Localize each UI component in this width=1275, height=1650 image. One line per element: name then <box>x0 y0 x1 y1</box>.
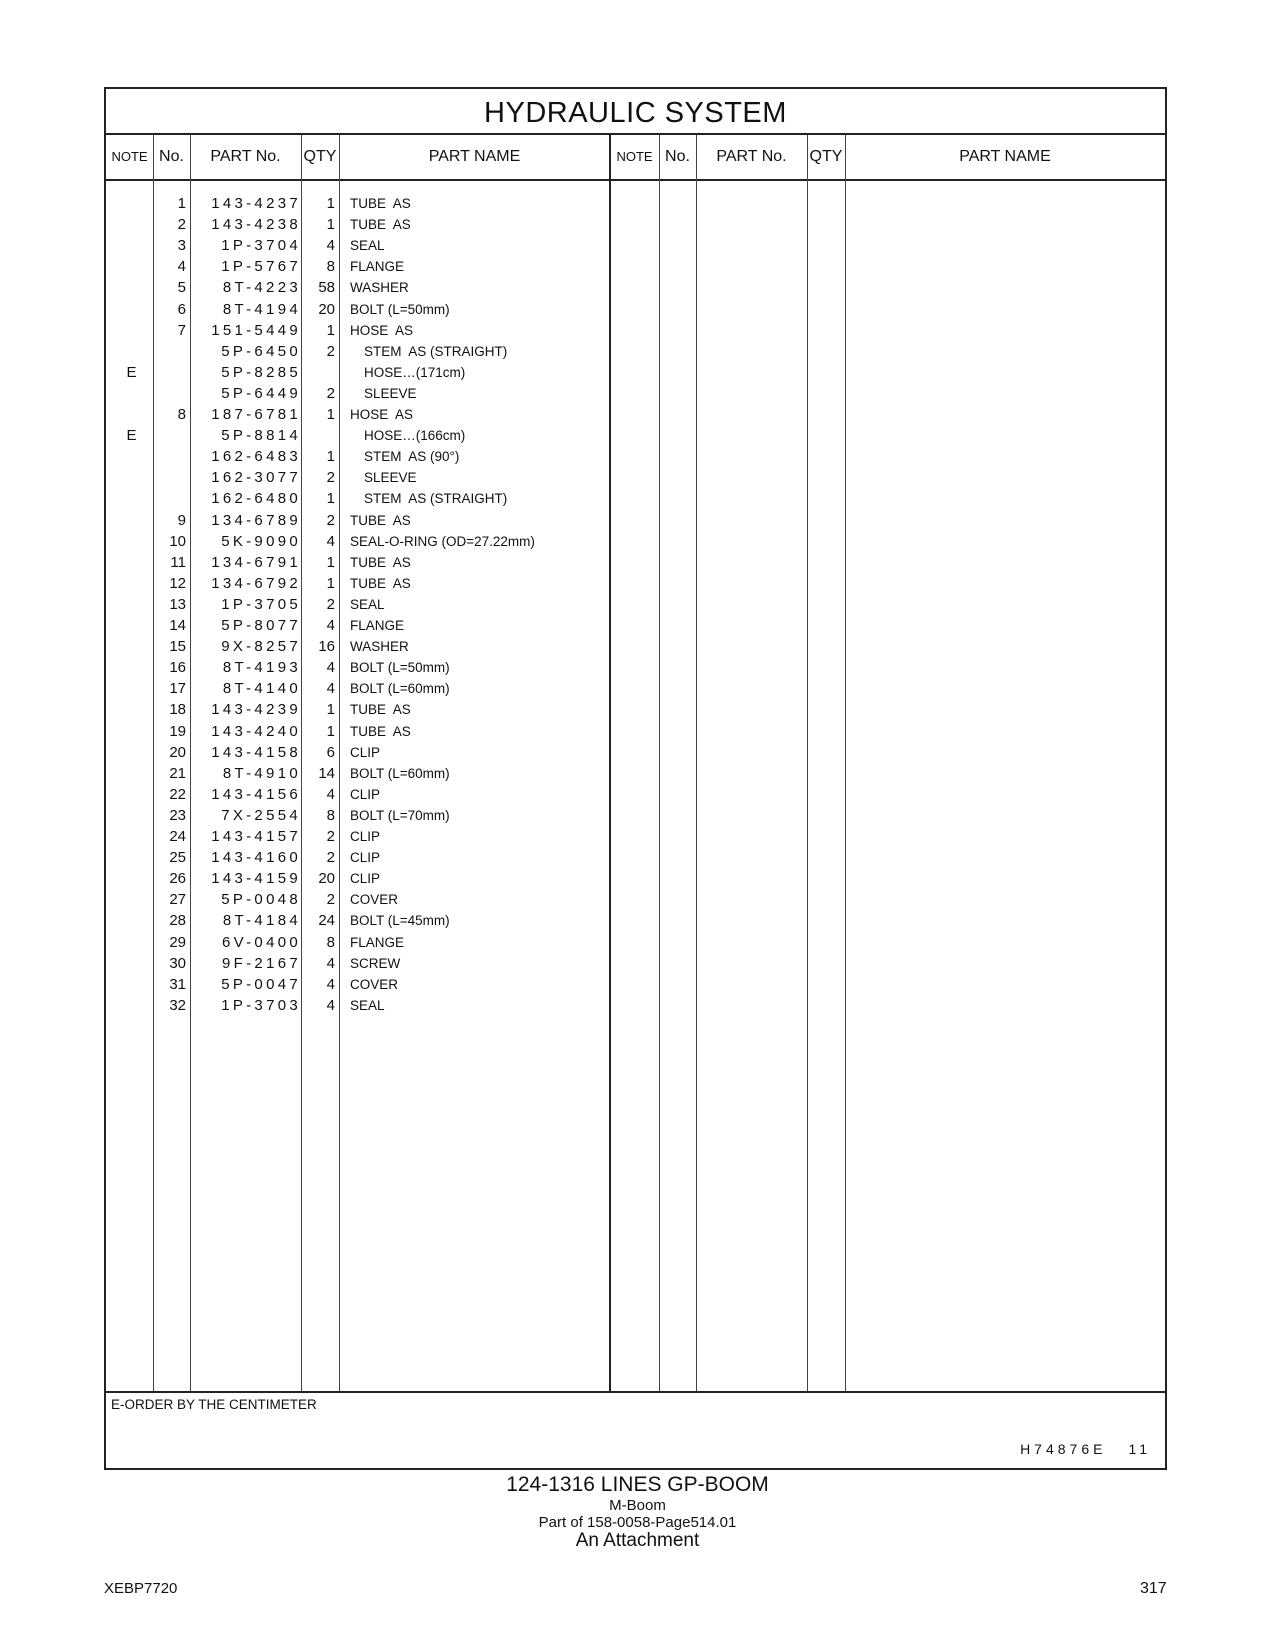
quantity-cell: 1 <box>326 701 335 719</box>
item-number-cell <box>157 488 186 510</box>
part-name-cell: BOLT (L=60mm) <box>350 681 450 697</box>
table-row <box>106 615 1165 637</box>
header-note-right: NOTE <box>616 149 653 164</box>
quantity-cell: 4 <box>326 532 335 550</box>
part-number-cell: 5P-8077 <box>221 617 301 634</box>
part-number-cell: 1P-3705 <box>221 595 301 613</box>
quantity-cell: 24 <box>318 912 335 930</box>
part-name-cell: WASHER <box>350 639 409 655</box>
part-number-cell: 8T-4140 <box>222 680 301 698</box>
table-row <box>106 446 1165 468</box>
quantity-cell: 2 <box>326 342 335 360</box>
part-name-cell: WASHER <box>350 280 409 296</box>
header-qty: QTY <box>303 148 337 165</box>
item-number-cell: 6 <box>177 300 186 318</box>
item-number-cell: 23 <box>169 806 186 824</box>
part-number-cell: 143-4157 <box>211 828 301 845</box>
item-number-cell: 32 <box>169 996 186 1014</box>
quantity-cell: 1 <box>326 321 335 339</box>
note-cell <box>106 573 157 595</box>
part-name-cell: SEAL <box>350 997 385 1013</box>
note-cell <box>106 214 157 236</box>
part-number-cell: 143-4240 <box>211 722 301 740</box>
part-name-cell: HOSE AS <box>350 322 414 338</box>
part-number-cell: 151-5449 <box>211 321 301 339</box>
note-cell <box>106 320 157 342</box>
quantity-cell: 4 <box>326 680 335 698</box>
illustration-reference <box>1020 1441 1151 1457</box>
item-number-cell: 5 <box>177 279 186 297</box>
quantity-cell: 1 <box>326 195 335 212</box>
table-row <box>106 383 1165 405</box>
quantity-cell: 16 <box>318 638 335 656</box>
quantity-cell: 4 <box>326 785 335 803</box>
table-row <box>106 932 1165 954</box>
note-cell <box>106 594 157 616</box>
caption-model: M-Boom <box>609 1497 666 1514</box>
table-row <box>106 657 1165 679</box>
table-row <box>106 488 1165 510</box>
table-row <box>106 636 1165 658</box>
table-row <box>106 721 1165 743</box>
table-row <box>106 889 1165 911</box>
note-cell <box>106 467 157 489</box>
item-number-cell: 11 <box>170 553 186 571</box>
part-number-cell: 5P-0047 <box>221 975 301 993</box>
part-number-cell: 5P-6450 <box>221 342 301 360</box>
quantity-cell: 20 <box>318 870 335 888</box>
part-number-cell: 8T-4184 <box>222 912 301 930</box>
header-part-no: PART No. <box>210 148 281 165</box>
quantity-cell: 2 <box>326 849 335 867</box>
item-number-cell <box>157 425 186 447</box>
table-row <box>106 699 1165 721</box>
quantity-cell: 20 <box>318 300 335 318</box>
table-row <box>106 805 1165 827</box>
part-name-cell: SLEEVE <box>364 470 417 486</box>
note-cell <box>106 932 157 954</box>
note-cell <box>106 953 157 975</box>
quantity-cell: 2 <box>326 595 335 613</box>
part-name-cell: HOSE…(166cm) <box>364 428 466 444</box>
quantity-cell <box>304 425 335 447</box>
note-cell <box>106 847 157 869</box>
quantity-cell <box>304 362 335 384</box>
note-cell <box>106 974 157 996</box>
part-number-cell: 143-4156 <box>211 785 301 803</box>
part-number-cell: 134-6791 <box>211 553 301 571</box>
note-cell <box>106 995 157 1017</box>
item-number-cell: 16 <box>169 659 186 677</box>
part-number-cell: 8T-4194 <box>222 300 301 318</box>
part-number-cell: 5P-0048 <box>221 891 301 909</box>
part-name-cell: SEAL <box>350 238 385 254</box>
part-name-cell: COVER <box>350 892 399 908</box>
item-number-cell: 17 <box>169 680 186 698</box>
part-name-cell: SCREW <box>350 955 401 971</box>
table-row <box>106 425 1165 447</box>
table-row <box>106 235 1165 257</box>
part-name-cell: FLANGE <box>350 259 405 275</box>
note-cell: E <box>126 363 137 381</box>
note-cell <box>106 404 157 426</box>
table-row <box>106 341 1165 363</box>
table-row <box>106 299 1165 321</box>
part-name-cell: TUBE AS <box>350 723 411 739</box>
part-number-cell: 143-4237 <box>211 195 301 212</box>
note-cell <box>106 446 157 468</box>
part-name-cell: FLANGE <box>350 618 405 633</box>
caption-attachment: An Attachment <box>575 1530 700 1551</box>
table-row <box>106 214 1165 236</box>
part-name-cell: BOLT (L=60mm) <box>350 765 450 781</box>
note-cell <box>106 742 157 764</box>
header-part-name-right: PART NAME <box>959 148 1051 165</box>
table-row <box>106 277 1165 299</box>
caption-part-of: Part of 158-0058-Page514.01 <box>538 1514 737 1531</box>
header-note: NOTE <box>111 149 148 164</box>
part-number-cell: 134-6792 <box>211 574 301 592</box>
part-name-cell: TUBE AS <box>350 196 411 211</box>
item-number-cell: 10 <box>169 532 186 550</box>
item-number-cell: 9 <box>177 511 186 529</box>
table-row <box>106 531 1165 553</box>
note-cell <box>106 277 157 299</box>
table-row <box>106 995 1165 1017</box>
note-cell <box>106 784 157 806</box>
table-row <box>106 320 1165 342</box>
part-number-cell: 162-6480 <box>211 490 301 508</box>
note-cell <box>106 341 157 363</box>
part-number-cell: 6V-0400 <box>222 933 301 951</box>
quantity-cell: 8 <box>326 258 335 276</box>
item-number-cell: 29 <box>169 933 186 951</box>
table-row <box>106 678 1165 700</box>
part-number-cell: 1P-3704 <box>221 237 301 255</box>
item-number-cell: 20 <box>169 743 186 761</box>
note-cell <box>106 552 157 574</box>
part-number-cell: 162-3077 <box>211 469 301 487</box>
part-name-cell: CLIP <box>350 850 381 866</box>
part-number-cell: 8T-4910 <box>222 764 301 782</box>
part-name-cell: FLANGE <box>350 934 405 950</box>
table-row <box>106 763 1165 785</box>
part-number-cell: 1P-3703 <box>221 996 301 1014</box>
item-number-cell: 13 <box>169 595 186 613</box>
item-number-cell: 27 <box>169 891 186 909</box>
part-name-cell: STEM AS (90°) <box>364 449 460 465</box>
item-number-cell <box>157 446 186 468</box>
illustration-page: 11 <box>1128 1441 1151 1457</box>
table-row <box>106 552 1165 574</box>
note-cell <box>106 531 157 553</box>
quantity-cell: 1 <box>326 722 335 740</box>
quantity-cell: 1 <box>326 574 335 592</box>
table-row <box>106 256 1165 278</box>
part-number-cell: 8T-4223 <box>222 279 301 297</box>
table-row <box>106 910 1165 932</box>
quantity-cell: 4 <box>326 617 335 634</box>
part-number-cell: 143-4160 <box>211 849 301 867</box>
item-number-cell <box>157 467 186 489</box>
quantity-cell: 4 <box>326 659 335 677</box>
item-number-cell <box>157 362 186 384</box>
part-name-cell: TUBE AS <box>350 217 411 233</box>
item-number-cell: 31 <box>169 975 186 993</box>
item-number-cell: 30 <box>169 954 186 972</box>
item-number-cell <box>157 383 186 405</box>
part-name-cell: SEAL-O-RING (OD=27.22mm) <box>350 533 535 549</box>
table-row <box>106 974 1165 996</box>
part-number-cell: 187-6781 <box>211 406 301 423</box>
quantity-cell: 6 <box>326 743 335 761</box>
quantity-cell: 1 <box>326 490 335 508</box>
table-row <box>106 847 1165 869</box>
note-cell <box>106 721 157 743</box>
table-row <box>106 826 1165 848</box>
document-id: XEBP7720 <box>104 1580 178 1597</box>
table-row <box>106 953 1165 975</box>
part-name-cell: COVER <box>350 976 399 992</box>
part-number-cell: 143-4158 <box>211 743 301 761</box>
item-number-cell <box>157 341 186 363</box>
note-cell <box>106 615 157 637</box>
note-cell <box>106 256 157 278</box>
note-cell <box>106 657 157 679</box>
part-number-cell: 143-4238 <box>211 216 301 234</box>
part-name-cell: CLIP <box>350 744 381 760</box>
quantity-cell: 1 <box>326 553 335 571</box>
item-number-cell: 19 <box>169 722 186 740</box>
table-row <box>106 510 1165 532</box>
quantity-cell: 2 <box>326 469 335 487</box>
item-number-cell: 15 <box>169 638 186 656</box>
part-name-cell: TUBE AS <box>350 702 411 718</box>
part-number-cell: 5P-8814 <box>221 427 301 445</box>
item-number-cell: 22 <box>169 785 186 803</box>
note-cell <box>106 826 157 848</box>
item-number-cell: 26 <box>169 870 186 888</box>
note-cell <box>106 383 157 405</box>
item-number-cell: 18 <box>169 701 186 719</box>
item-number-cell: 25 <box>169 849 186 867</box>
quantity-cell: 4 <box>326 975 335 993</box>
header-qty-right: QTY <box>809 148 843 165</box>
header-part-name: PART NAME <box>428 148 521 165</box>
part-number-cell: 5P-6449 <box>221 384 301 402</box>
quantity-cell: 14 <box>318 764 335 782</box>
quantity-cell: 8 <box>326 806 335 824</box>
part-number-cell: 8T-4193 <box>222 659 301 677</box>
note-cell <box>106 299 157 321</box>
part-number-cell: 162-6483 <box>211 448 301 466</box>
quantity-cell: 2 <box>326 511 335 529</box>
part-name-cell: BOLT (L=70mm) <box>350 807 450 823</box>
header-part-no-right: PART No. <box>716 148 787 165</box>
part-name-cell: BOLT (L=45mm) <box>350 913 450 929</box>
part-number-cell: 9F-2167 <box>222 954 301 972</box>
part-number-cell: 143-4159 <box>211 870 301 888</box>
page-number: 317 <box>1140 1580 1167 1597</box>
quantity-cell: 2 <box>326 828 335 845</box>
part-name-cell: STEM AS (STRAIGHT) <box>364 491 508 507</box>
quantity-cell: 1 <box>326 406 335 423</box>
item-number-cell: 2 <box>177 216 186 234</box>
note-cell <box>106 699 157 721</box>
part-number-cell: 1P-5767 <box>221 258 301 276</box>
item-number-cell: 4 <box>177 258 186 276</box>
part-number-cell: 9X-8257 <box>221 638 301 656</box>
illustration-code: H74876E <box>1020 1441 1107 1457</box>
parts-table-frame <box>104 87 1167 1470</box>
item-number-cell: 8 <box>177 406 186 423</box>
part-name-cell: TUBE AS <box>350 554 411 570</box>
note-cell <box>106 678 157 700</box>
table-row <box>106 742 1165 764</box>
part-name-cell: TUBE AS <box>350 512 411 528</box>
quantity-cell: 4 <box>326 996 335 1014</box>
footnote: E-ORDER BY THE CENTIMETER <box>111 1397 317 1412</box>
note-cell <box>106 763 157 785</box>
part-name-cell: HOSE…(171cm) <box>364 364 466 380</box>
part-number-cell: 5P-8285 <box>221 363 301 381</box>
item-number-cell: 3 <box>177 237 186 255</box>
quantity-cell: 58 <box>318 279 335 297</box>
part-name-cell: CLIP <box>350 871 381 887</box>
part-number-cell: 134-6789 <box>211 511 301 529</box>
part-number-cell: 7X-2554 <box>221 806 301 824</box>
table-row <box>106 573 1165 595</box>
part-name-cell: TUBE AS <box>350 575 411 591</box>
part-name-cell: SLEEVE <box>364 385 417 401</box>
table-row <box>106 404 1165 426</box>
header-no-right: No. <box>665 148 690 165</box>
quantity-cell: 1 <box>326 448 335 466</box>
quantity-cell: 8 <box>326 933 335 951</box>
part-name-cell: BOLT (L=50mm) <box>350 301 450 317</box>
part-number-cell: 5K-9090 <box>221 532 301 550</box>
table-row <box>106 868 1165 890</box>
table-row <box>106 594 1165 616</box>
table-row <box>106 193 1165 215</box>
note-cell <box>106 910 157 932</box>
table-header <box>106 135 1165 181</box>
note-cell <box>106 193 157 215</box>
item-number-cell: 21 <box>169 764 186 782</box>
item-number-cell: 28 <box>169 912 186 930</box>
note-cell <box>106 889 157 911</box>
quantity-cell: 4 <box>326 237 335 255</box>
note-cell <box>106 235 157 257</box>
note-cell <box>106 488 157 510</box>
part-name-cell: CLIP <box>350 829 381 844</box>
footer-rule <box>106 1391 1165 1393</box>
note-cell <box>106 805 157 827</box>
part-name-cell: CLIP <box>350 786 381 802</box>
quantity-cell: 2 <box>326 384 335 402</box>
part-name-cell: SEAL <box>350 596 385 612</box>
table-row <box>106 467 1165 489</box>
note-cell <box>106 636 157 658</box>
item-number-cell: 7 <box>177 321 186 339</box>
quantity-cell: 2 <box>326 891 335 909</box>
item-number-cell: 1 <box>177 195 186 212</box>
quantity-cell: 4 <box>326 954 335 972</box>
caption-group-title: 124-1316 LINES GP-BOOM <box>506 1473 769 1496</box>
part-number-cell: 143-4239 <box>211 701 301 719</box>
item-number-cell: 14 <box>169 617 186 634</box>
item-number-cell: 12 <box>169 574 186 592</box>
part-name-cell: STEM AS (STRAIGHT) <box>364 343 508 359</box>
note-cell <box>106 868 157 890</box>
note-cell <box>106 510 157 532</box>
part-name-cell: HOSE AS <box>350 407 414 422</box>
part-name-cell: BOLT (L=50mm) <box>350 660 450 676</box>
section-title: HYDRAULIC SYSTEM <box>106 89 1165 135</box>
header-no: No. <box>159 148 184 165</box>
table-row <box>106 362 1165 384</box>
item-number-cell: 24 <box>169 828 186 845</box>
note-cell: E <box>126 427 137 445</box>
quantity-cell: 1 <box>326 216 335 234</box>
table-row <box>106 784 1165 806</box>
